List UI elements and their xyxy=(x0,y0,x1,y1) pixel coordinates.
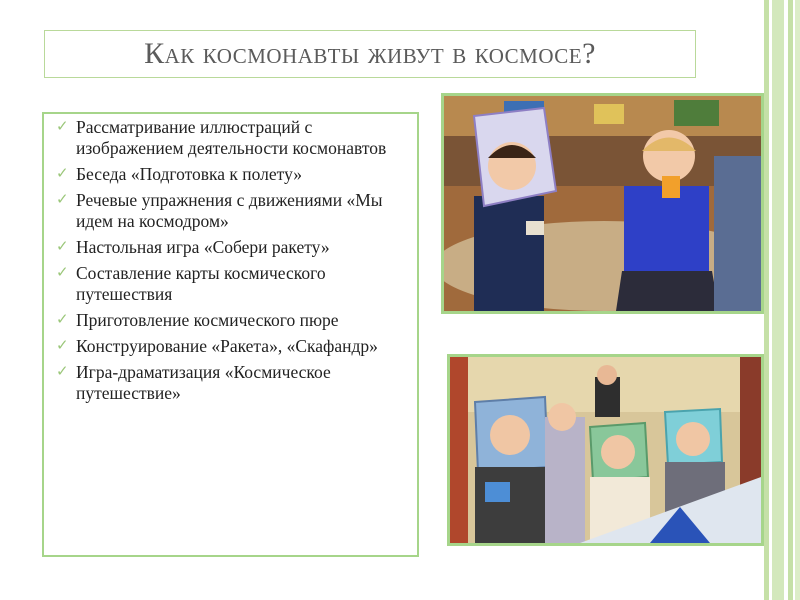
decorative-stripe xyxy=(795,0,800,600)
checkmark-icon: ✓ xyxy=(56,364,69,380)
photo-children-helmets xyxy=(441,93,764,314)
list-item-text: Речевые упражнения с движениями «Мы идем на космодром» xyxy=(76,190,383,231)
list-item xyxy=(56,190,407,232)
list-item xyxy=(56,310,407,331)
checkmark-icon: ✓ xyxy=(56,192,69,208)
decorative-stripe xyxy=(772,0,784,600)
list-item-text: Настольная игра «Собери ракету» xyxy=(76,237,330,257)
checkmark-icon: ✓ xyxy=(56,312,69,328)
list-item-text: Игра-драматизация «Космическое путешествие» xyxy=(76,362,331,403)
list-item xyxy=(56,237,407,258)
list-item xyxy=(56,336,407,357)
decorative-stripe xyxy=(788,0,793,600)
title-frame xyxy=(44,30,696,78)
bullet-list xyxy=(44,114,417,404)
checkmark-icon: ✓ xyxy=(56,239,69,255)
checkmark-icon: ✓ xyxy=(56,338,69,354)
list-item-text: Конструирование «Ракета», «Скафандр» xyxy=(76,336,378,356)
photo-children-group xyxy=(447,354,764,546)
list-item-text: Беседа «Подготовка к полету» xyxy=(76,164,303,184)
decorative-stripe xyxy=(764,0,769,600)
list-item xyxy=(56,362,407,404)
checkmark-icon: ✓ xyxy=(56,265,69,281)
photo-image xyxy=(444,96,761,311)
list-item xyxy=(56,164,407,185)
list-item-text: Рассматривание иллюстраций с изображением деятельности космонавтов xyxy=(76,117,387,158)
checkmark-icon: ✓ xyxy=(56,119,69,135)
list-item xyxy=(56,117,407,159)
photo-image xyxy=(450,357,761,543)
bullet-list-frame xyxy=(42,112,419,557)
checkmark-icon: ✓ xyxy=(56,166,69,182)
list-item xyxy=(56,263,407,305)
list-item-text: Приготовление космического пюре xyxy=(76,310,339,330)
slide-title: Как космонавты живут в космосе? xyxy=(144,37,596,70)
list-item-text: Составление карты космического путешествия xyxy=(76,263,326,304)
